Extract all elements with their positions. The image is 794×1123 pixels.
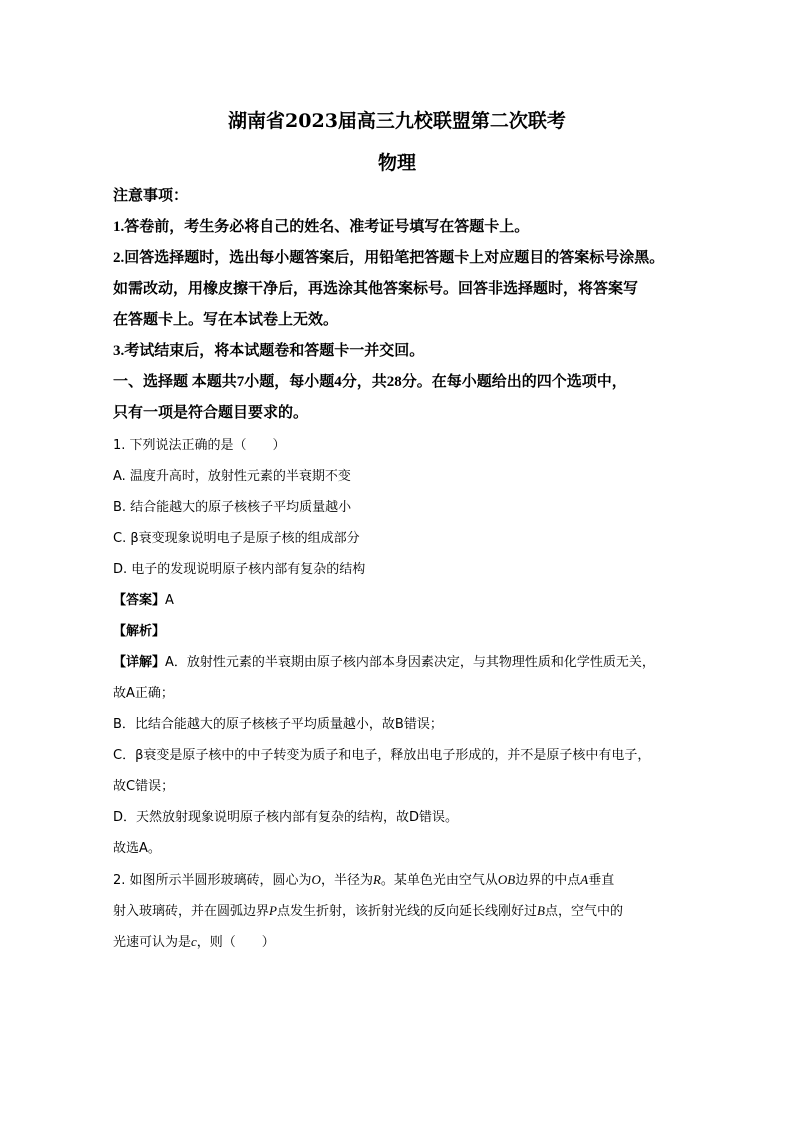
detail-tag: 【详解】 bbox=[113, 655, 166, 670]
q2-text: 。某单色光由空气从 bbox=[380, 873, 498, 888]
q2-text: 点发生折射，该折射光线的反向延长线刚好过 bbox=[276, 904, 537, 919]
q1-detail-line-6: D．天然放射现象说明原子核内部有复杂的结构，故D错误。 bbox=[113, 810, 459, 825]
exam-title: 湖南省2023届高三九校联盟第二次联考 bbox=[228, 110, 566, 132]
q2-stem-line-3 bbox=[113, 932, 693, 953]
notice-item-2-line-2: 如需改动，用橡皮擦干净后，再选涂其他答案标号。回答非选择题时，将答案写 bbox=[113, 281, 639, 297]
q1-stem: 1. 下列说法正确的是（ ） bbox=[113, 438, 286, 453]
symbol-ob: OB bbox=[497, 872, 516, 887]
q1-detail-line-4: C．β衰变是原子核中的中子转变为质子和电子，释放出电子形成的，并不是原子核中有电子， bbox=[113, 748, 651, 763]
answer-value: A bbox=[165, 593, 174, 608]
q2-text: 点，空气中的 bbox=[544, 904, 623, 919]
q2-text: ，半径为 bbox=[320, 873, 373, 888]
symbol-c: c bbox=[191, 934, 197, 949]
q1-option-c: C. β衰变现象说明电子是原子核的组成部分 bbox=[113, 531, 360, 546]
section-1-line-1: 一、选择题 本题共7小题，每小题4分，共28分。在每小题给出的四个选项中， bbox=[113, 374, 627, 390]
q1-detail-line-1 bbox=[113, 653, 693, 673]
q2-text: ，则（ ） bbox=[196, 935, 275, 950]
q2-text: 垂直 bbox=[588, 873, 615, 888]
notice-heading: 注意事项： bbox=[113, 188, 189, 204]
answer-tag: 【答案】 bbox=[113, 593, 166, 608]
symbol-r: R bbox=[372, 872, 381, 887]
q1-detail-line-2: 故A正确； bbox=[113, 686, 174, 701]
q2-stem-line-1 bbox=[113, 870, 693, 891]
symbol-o: O bbox=[311, 872, 321, 887]
symbol-p: P bbox=[269, 903, 277, 918]
section-1-line-2: 只有一项是符合题目要求的。 bbox=[113, 405, 309, 421]
notice-item-3: 3.考试结束后，将本试题卷和答题卡一并交回。 bbox=[113, 343, 425, 359]
symbol-b: B bbox=[536, 903, 545, 918]
q1-option-b: B. 结合能越大的原子核核子平均质量越小 bbox=[113, 500, 352, 515]
detail-text: A．放射性元素的半衰期由原子核内部本身因素决定，与其物理性质和化学性质无关， bbox=[165, 655, 655, 670]
q1-answer bbox=[113, 591, 693, 611]
notice-item-2-line-1: 2.回答选择题时，选出每小题答案后，用铅笔把答题卡上对应题目的答案标号涂黑。 bbox=[113, 250, 665, 266]
q2-text: 2. 如图所示半圆形玻璃砖，圆心为 bbox=[113, 873, 312, 888]
q1-conclusion: 故选A。 bbox=[113, 841, 161, 856]
q1-option-d: D. 电子的发现说明原子核内部有复杂的结构 bbox=[113, 562, 366, 577]
q2-text: 边界的中点 bbox=[515, 873, 581, 888]
notice-item-1: 1.答卷前，考生务必将自己的姓名、准考证号填写在答题卡上。 bbox=[113, 219, 530, 235]
analysis-tag: 【解析】 bbox=[113, 624, 166, 639]
q1-detail-line-5: 故C错误； bbox=[113, 779, 175, 794]
q1-analysis-tag bbox=[113, 622, 693, 642]
q2-stem-line-2 bbox=[113, 901, 693, 922]
q2-text: 射入玻璃砖，并在圆弧边界 bbox=[113, 904, 270, 919]
q2-text: 光速可认为是 bbox=[113, 935, 192, 950]
q1-detail-line-3: B．比结合能越大的原子核核子平均质量越小，故B错误； bbox=[113, 717, 443, 732]
symbol-a: A bbox=[580, 872, 589, 887]
notice-item-2-line-3: 在答题卡上。写在本试卷上无效。 bbox=[113, 312, 339, 328]
subject-title: 物理 bbox=[377, 152, 416, 174]
q1-option-a: A. 温度升高时，放射性元素的半衰期不变 bbox=[113, 469, 351, 484]
